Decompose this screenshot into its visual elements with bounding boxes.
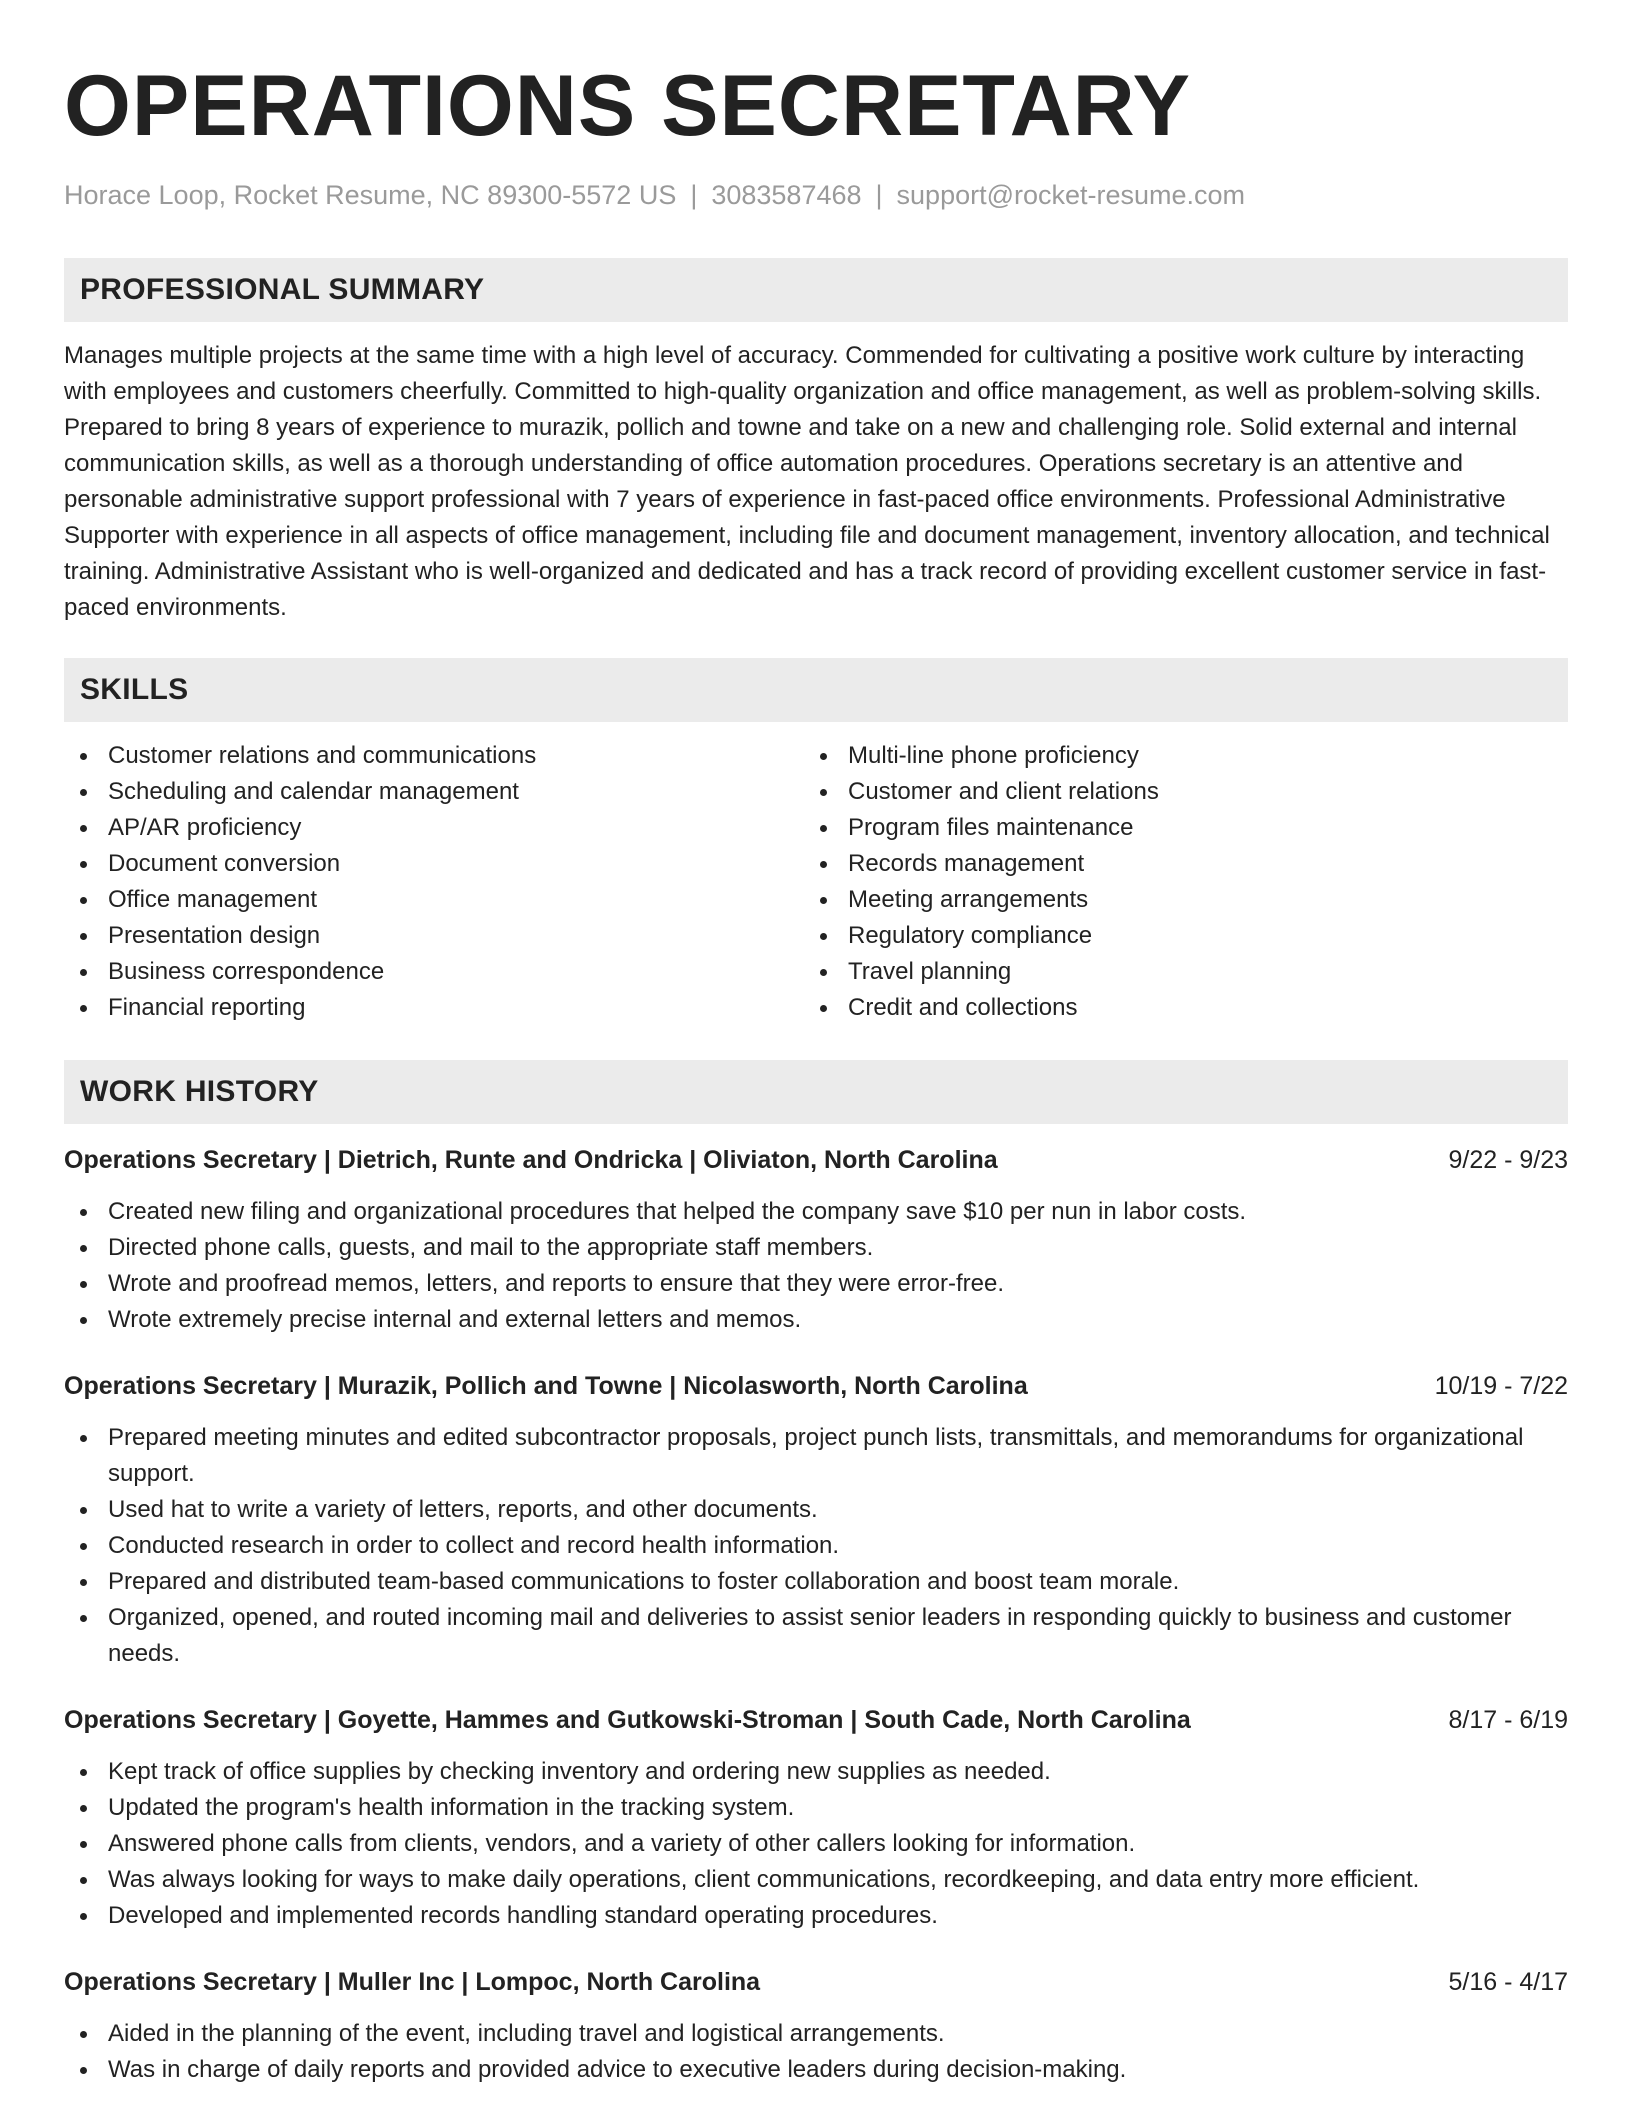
skill-item: Credit and collections: [804, 990, 1544, 1026]
job-bullet: Organized, opened, and routed incoming mail and deliveries to assist senior leaders in responding quickly to business and customer needs.: [64, 1600, 1568, 1672]
job-bullet: Created new filing and organizational procedures that helped the company save $10 per nun in labor costs.: [64, 1194, 1568, 1230]
job-dates: 8/17 - 6/19: [1448, 1706, 1568, 1734]
job-entry: [64, 1702, 1568, 1934]
skills-heading: SKILLS: [64, 658, 1568, 722]
contact-email: support@rocket-resume.com: [896, 180, 1246, 210]
contact-phone: 3083587468: [711, 180, 862, 210]
job-entry: [64, 1964, 1568, 2088]
job-bullets: [64, 1194, 1568, 1338]
job-bullet: Kept track of office supplies by checking inventory and ordering new supplies as needed.: [64, 1754, 1568, 1790]
contact-address: Horace Loop, Rocket Resume, NC 89300-5572 US: [64, 180, 677, 210]
job-title: Operations Secretary | Dietrich, Runte and Ondricka | Oliviaton, North Carolina: [64, 1146, 998, 1174]
skill-item: Regulatory compliance: [804, 918, 1544, 954]
summary-heading: PROFESSIONAL SUMMARY: [64, 258, 1568, 322]
job-bullet: Used hat to write a variety of letters, reports, and other documents.: [64, 1492, 1568, 1528]
job-dates: 5/16 - 4/17: [1448, 1968, 1568, 1996]
job-bullet: Wrote extremely precise internal and external letters and memos.: [64, 1302, 1568, 1338]
skills-column-left: [64, 738, 804, 1026]
skill-item: Multi-line phone proficiency: [804, 738, 1544, 774]
job-bullets: [64, 1420, 1568, 1672]
skills-column-right: [804, 738, 1544, 1026]
contact-line: [64, 178, 1568, 212]
job-title: Operations Secretary | Murazik, Pollich and Towne | Nicolasworth, North Carolina: [64, 1372, 1028, 1400]
job-bullets: [64, 2016, 1568, 2088]
job-bullet: Prepared and distributed team-based communications to foster collaboration and boost team morale.: [64, 1564, 1568, 1600]
skill-item: Customer and client relations: [804, 774, 1544, 810]
skill-item: Presentation design: [64, 918, 804, 954]
skill-item: Business correspondence: [64, 954, 804, 990]
job-bullet: Developed and implemented records handling standard operating procedures.: [64, 1898, 1568, 1934]
skill-item: Customer relations and communications: [64, 738, 804, 774]
skill-item: Document conversion: [64, 846, 804, 882]
job-bullet: Conducted research in order to collect and record health information.: [64, 1528, 1568, 1564]
job-entry: [64, 1368, 1568, 1672]
job-title-row: [64, 1702, 1568, 1738]
job-title-row: [64, 1142, 1568, 1178]
job-dates: 9/22 - 9/23: [1448, 1146, 1568, 1174]
job-bullet: Was in charge of daily reports and provided advice to executive leaders during decision-making.: [64, 2052, 1568, 2088]
skill-item: Scheduling and calendar management: [64, 774, 804, 810]
job-bullets: [64, 1754, 1568, 1934]
work-history-heading: WORK HISTORY: [64, 1060, 1568, 1124]
skill-item: Meeting arrangements: [804, 882, 1544, 918]
job-bullet: Directed phone calls, guests, and mail to the appropriate staff members.: [64, 1230, 1568, 1266]
contact-separator: |: [875, 180, 883, 210]
job-bullet: Was always looking for ways to make daily operations, client communications, recordkeeping, and data entry more efficient.: [64, 1862, 1568, 1898]
skill-item: Financial reporting: [64, 990, 804, 1026]
skill-item: Travel planning: [804, 954, 1544, 990]
job-dates: 10/19 - 7/22: [1434, 1372, 1568, 1400]
job-bullet: Updated the program's health information in the tracking system.: [64, 1790, 1568, 1826]
job-entry: [64, 1142, 1568, 1338]
skills-list: [64, 738, 1568, 1026]
job-bullet: Prepared meeting minutes and edited subcontractor proposals, project punch lists, transmittals, and memorandums for organizational support.: [64, 1420, 1568, 1492]
job-title-row: [64, 1368, 1568, 1404]
skill-item: Program files maintenance: [804, 810, 1544, 846]
job-bullet: Wrote and proofread memos, letters, and reports to ensure that they were error-free.: [64, 1266, 1568, 1302]
job-title-row: [64, 1964, 1568, 2000]
skill-item: Records management: [804, 846, 1544, 882]
job-bullet: Aided in the planning of the event, including travel and logistical arrangements.: [64, 2016, 1568, 2052]
job-title: Operations Secretary | Goyette, Hammes and Gutkowski-Stroman | South Cade, North Carolina: [64, 1706, 1191, 1734]
job-title: Operations Secretary | Muller Inc | Lompoc, North Carolina: [64, 1968, 761, 1996]
job-bullet: Answered phone calls from clients, vendors, and a variety of other callers looking for information.: [64, 1826, 1568, 1862]
skill-item: AP/AR proficiency: [64, 810, 804, 846]
summary-text: Manages multiple projects at the same time with a high level of accuracy. Commended for cultivating a positive work culture by interacting with employees and customers cheerfully. Committed to high-quality organization and office management, as well as problem-solving skills. Prepared to bring 8 years of experience to murazik, pollich and towne and take on a new and challenging role. Solid external and internal communication skills, as well as a thorough understanding of office automation procedures. Operations secretary is an attentive and personable administrative support professional with 7 years of experience in fast-paced office environments. Professional Administrative Supporter with experience in all aspects of office management, including file and document management, inventory allocation, and technical training. Administrative Assistant who is well-organized and dedicated and has a track record of providing excellent customer service in fast-paced environments.: [64, 342, 1550, 621]
contact-separator: |: [690, 180, 698, 210]
resume-title: OPERATIONS SECRETARY: [64, 58, 1191, 154]
skill-item: Office management: [64, 882, 804, 918]
